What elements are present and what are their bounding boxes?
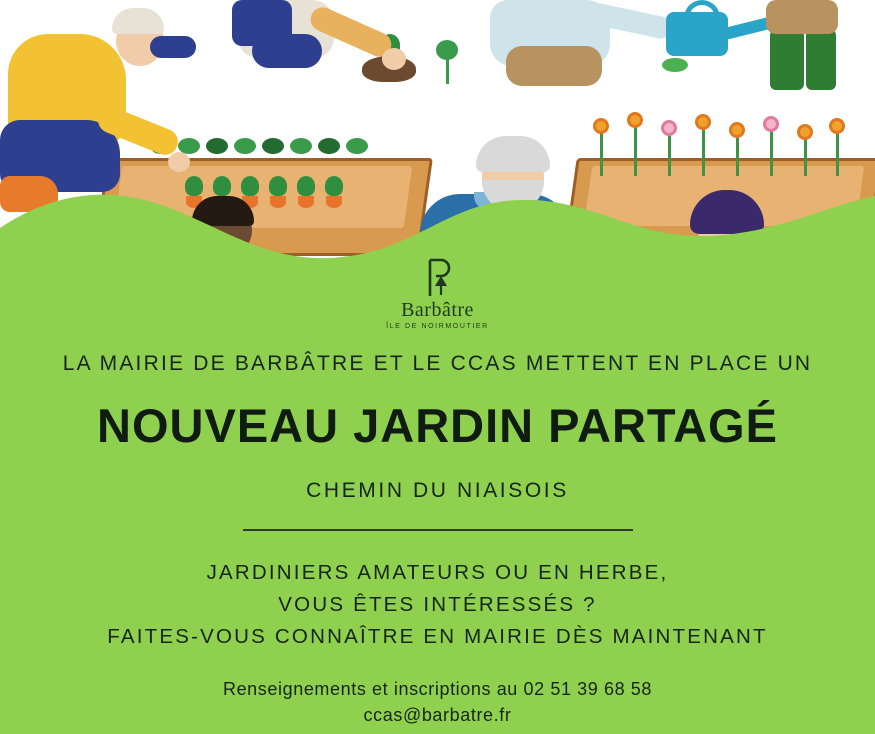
trousers	[506, 46, 602, 86]
body-line-1: JARDINIERS AMATEURS OU EN HERBE,	[206, 561, 669, 584]
hand	[382, 48, 406, 70]
hand	[168, 152, 190, 172]
seedling-plant	[436, 40, 458, 60]
poster-content	[0, 352, 875, 728]
logo	[0, 258, 875, 330]
boot	[806, 26, 836, 90]
logo-subtitle: ÎLE DE NOIRMOUTIER	[386, 323, 489, 330]
leafy-plant	[290, 138, 312, 154]
gardener-planting-seedling	[232, 0, 432, 120]
subhead-location: CHEMIN DU NIAISOIS	[306, 479, 569, 502]
headline: NOUVEAU JARDIN PARTAGÉ	[97, 399, 778, 452]
hair	[112, 8, 164, 34]
shoe	[150, 36, 196, 58]
contact-phone: Renseignements et inscriptions au 02 51 39 68 58	[222, 679, 653, 700]
hair	[476, 136, 550, 172]
body-line-2: VOUS ÊTES INTÉRESSÉS ?	[278, 592, 597, 616]
leafy-plant	[234, 138, 256, 154]
illustration	[0, 0, 875, 290]
small-plant	[662, 58, 688, 72]
contact-email[interactable]: ccas@barbatre.fr	[363, 705, 512, 726]
leafy-plant	[318, 138, 340, 154]
gardener-with-watering-can	[470, 0, 830, 130]
divider-rule	[243, 529, 633, 531]
tree-monogram-icon	[421, 258, 455, 298]
kicker-text: LA MAIRIE DE BARBÂTRE ET LE CCAS METTENT EN PLACE UN	[62, 352, 813, 375]
leafy-plant	[346, 138, 368, 154]
seedling-stem	[446, 58, 449, 84]
knee	[252, 34, 322, 68]
watering-can-body	[666, 12, 728, 56]
contact-block	[0, 676, 875, 728]
logo-name: Barbâtre	[401, 299, 474, 321]
leafy-plant	[262, 138, 284, 154]
body-line-3: FAITES-VOUS CONNAÎTRE EN MAIRIE DÈS MAINTENANT	[107, 624, 768, 648]
leafy-plant	[206, 138, 228, 154]
boot	[770, 26, 804, 90]
watering-can-handle	[684, 0, 720, 18]
body-text	[0, 557, 875, 652]
trousers	[766, 0, 838, 34]
